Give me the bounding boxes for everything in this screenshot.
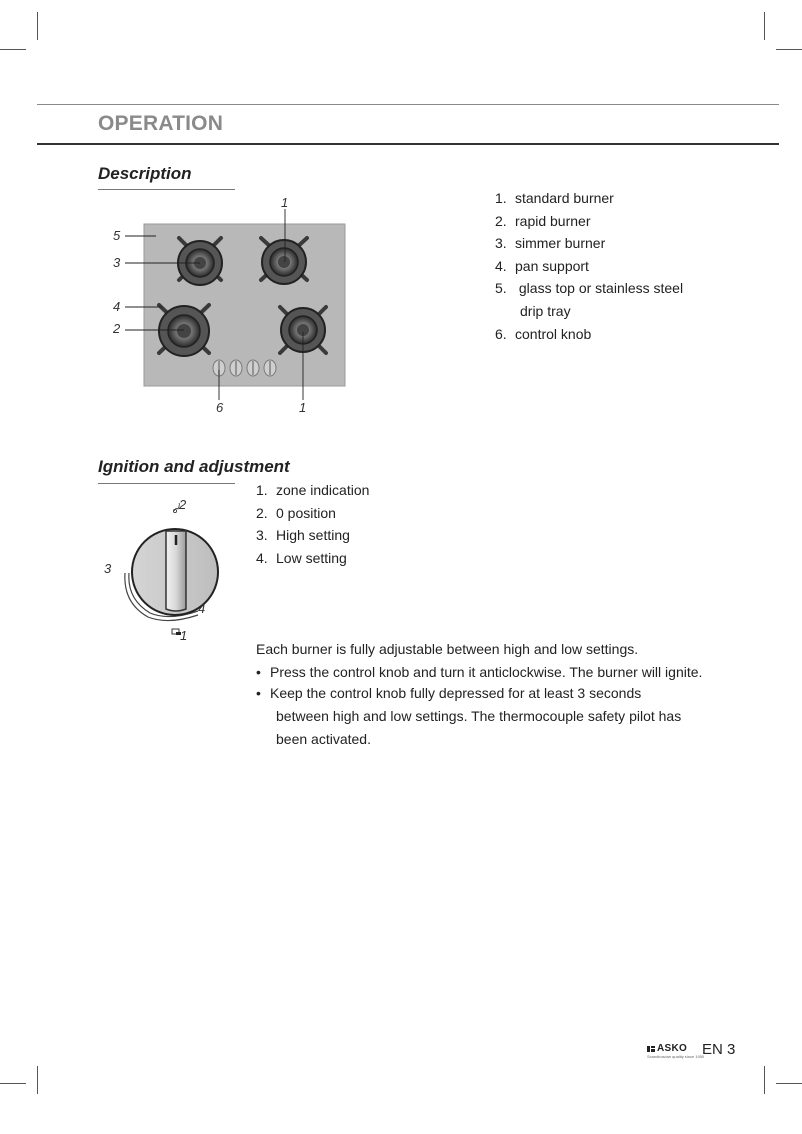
ignition-heading-rule xyxy=(98,483,235,484)
callout-1-top: 1 xyxy=(281,195,289,210)
crop-mark xyxy=(0,1083,26,1084)
list-item: drip tray xyxy=(520,302,571,319)
list-item: 1. zone indication xyxy=(256,482,370,498)
list-item: 2. rapid burner xyxy=(495,212,591,229)
control-knob-diagram xyxy=(98,495,233,645)
callout-1-bottom: 1 xyxy=(299,400,307,415)
callout-4: 4 xyxy=(113,299,121,314)
hob-diagram xyxy=(98,190,368,420)
ignition-heading: Ignition and adjustment xyxy=(98,457,290,476)
page-number: EN 3 xyxy=(702,1041,736,1058)
bullet-continuation: been activated. xyxy=(276,731,371,747)
description-list xyxy=(495,187,683,345)
standard-burner-top xyxy=(261,238,307,284)
list-item: 3. High setting xyxy=(256,527,350,544)
ignition-list xyxy=(256,479,369,569)
asko-logo-icon xyxy=(647,1045,655,1053)
knob-callout-4: 4 xyxy=(198,601,206,616)
callout-5: 5 xyxy=(113,228,121,243)
header-rule-top xyxy=(37,104,779,105)
section-title: OPERATION xyxy=(98,112,224,135)
rapid-burner xyxy=(159,305,209,356)
hob-glass-top xyxy=(144,224,345,386)
bullet-item: • Keep the control knob fully depressed for at least 3 seconds xyxy=(256,685,642,701)
crop-mark xyxy=(37,1066,38,1094)
crop-mark xyxy=(0,49,26,50)
list-item: 4. Low setting xyxy=(256,549,347,566)
bullet-continuation: between high and low settings. The thermocouple safety pilot has xyxy=(276,708,682,724)
crop-mark xyxy=(776,49,802,50)
callout-2: 2 xyxy=(113,321,121,336)
knob-callout-3: 3 xyxy=(104,561,112,576)
callout-6: 6 xyxy=(216,400,224,415)
crop-mark xyxy=(37,12,38,40)
brand-tagline: Scandinavian quality since 1950 xyxy=(647,1054,705,1059)
crop-mark xyxy=(764,12,765,40)
simmer-burner xyxy=(178,238,222,285)
list-item: 1. standard burner xyxy=(495,190,614,206)
description-heading: Description xyxy=(98,164,192,183)
list-item: 5. glass top or stainless steel xyxy=(495,280,684,297)
knob-callout-1: 1 xyxy=(180,628,188,643)
header-rule-bottom xyxy=(37,143,779,145)
list-item: 6. control knob xyxy=(495,325,592,342)
list-item: 2. 0 position xyxy=(256,504,336,521)
callout-3: 3 xyxy=(113,255,121,270)
bullet-item: • Press the control knob and turn it anticlockwise. The burner will ignite. xyxy=(256,664,703,680)
ignition-intro: Each burner is fully adjustable between high and low settings. xyxy=(256,641,639,657)
crop-mark xyxy=(764,1066,765,1094)
brand-name: ASKO xyxy=(657,1043,688,1054)
list-item: 3. simmer burner xyxy=(495,235,606,252)
knob-callout-2: 2 xyxy=(179,497,187,512)
crop-mark xyxy=(776,1083,802,1084)
list-item: 4. pan support xyxy=(495,257,589,274)
brand-logo xyxy=(647,1043,704,1059)
